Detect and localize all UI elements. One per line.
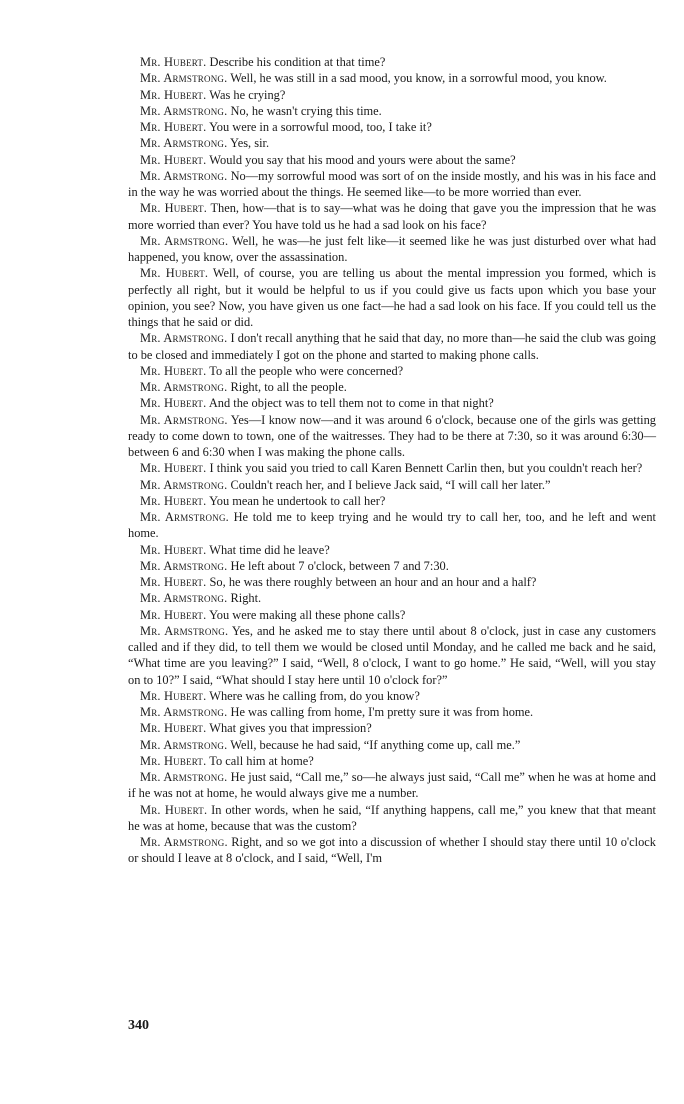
- testimony-text: Right, and so we got into a discussion of whether I should stay there until 10 o'clock or should I leave at 8 o'clock, and I said, “Well, I'm: [128, 835, 656, 866]
- transcript-paragraph: [128, 607, 656, 623]
- transcript-paragraph: [128, 363, 656, 379]
- transcript-paragraph: [128, 152, 656, 168]
- transcript-paragraph: [128, 103, 656, 119]
- transcript-paragraph: [128, 379, 656, 395]
- speaker-name: Mr. Armstrong.: [140, 623, 229, 638]
- speaker-name: Mr. Armstrong.: [140, 737, 228, 752]
- transcript-body: [128, 54, 656, 867]
- transcript-paragraph: [128, 574, 656, 590]
- transcript-paragraph: [128, 119, 656, 135]
- transcript-paragraph: [128, 802, 656, 835]
- transcript-paragraph: [128, 688, 656, 704]
- testimony-text: You were in a sorrowful mood, too, I take it?: [209, 120, 432, 134]
- testimony-text: No, he wasn't crying this time.: [230, 103, 382, 118]
- speaker-name: Mr. Armstrong.: [140, 591, 228, 606]
- transcript-paragraph: [128, 135, 656, 151]
- speaker-name: Mr. Armstrong.: [140, 510, 229, 524]
- testimony-text: Well, because he had said, “If anything come up, call me.”: [230, 737, 521, 752]
- transcript-paragraph: [128, 54, 656, 70]
- speaker-name: Mr. Armstrong.: [140, 770, 228, 784]
- testimony-text: Would you say that his mood and yours were about the same?: [209, 152, 516, 167]
- speaker-name: Mr. Hubert.: [140, 152, 207, 167]
- speaker-name: Mr. Hubert.: [140, 266, 209, 281]
- transcript-paragraph: [128, 477, 656, 493]
- testimony-text: Well, he was still in a sad mood, you know, in a sorrowful mood, you know.: [230, 71, 607, 86]
- speaker-name: Mr. Hubert.: [140, 575, 207, 589]
- testimony-text: And the object was to tell them not to come in that night?: [208, 396, 494, 411]
- speaker-name: Mr. Hubert.: [140, 120, 207, 134]
- testimony-text: No—my sorrowful mood was sort of on the inside mostly, and his was in his face and in the way he was worried about the things. He seemed like—to be more worried than ever.: [128, 168, 656, 199]
- transcript-paragraph: [128, 330, 656, 363]
- speaker-name: Mr. Armstrong.: [140, 412, 228, 427]
- testimony-text: Well, of course, you are telling us about the mental impression you formed, which is perfectly all right, but it would be helpful to us if you could give us facts upon which you base your opinion, you see? Now, you have given us one fact—he had a sad look on his face. If you could tell us the things that he said or did.: [128, 266, 657, 329]
- testimony-text: Yes, and he asked me to stay there until about 8 o'clock, just in case any customers called and if they did, to tell them we would be closed until Monday, and he called me back and he said, “What time are you leaving?” I said, “Well, 8 o'clock, I want to go home.” He said, “Well, will you stay on to 10?” I said, “What should I stay here until 10 o'clock for?”: [128, 623, 657, 687]
- speaker-name: Mr. Armstrong.: [140, 103, 228, 118]
- testimony-text: He just said, “Call me,” so—he always just said, “Call me” when he was at home and if he was not at home, he would always give me a number.: [128, 770, 656, 801]
- speaker-name: Mr. Hubert.: [140, 753, 207, 768]
- speaker-name: Mr. Armstrong.: [140, 331, 228, 346]
- testimony-text: To call him at home?: [209, 753, 314, 768]
- testimony-text: What time did he leave?: [209, 542, 330, 557]
- transcript-paragraph: [128, 704, 656, 720]
- testimony-text: You were making all these phone calls?: [209, 607, 406, 622]
- transcript-paragraph: [128, 87, 656, 103]
- transcript-paragraph: [128, 412, 656, 461]
- testimony-text: He was calling from home, I'm pretty sure it was from home.: [230, 705, 534, 719]
- testimony-text: So, he was there roughly between an hour and an hour and a half?: [209, 575, 537, 589]
- transcript-paragraph: [128, 460, 656, 476]
- speaker-name: Mr. Hubert.: [140, 607, 207, 622]
- transcript-paragraph: [128, 753, 656, 769]
- transcript-paragraph: [128, 200, 656, 233]
- transcript-paragraph: [128, 265, 656, 330]
- testimony-text: Right, to all the people.: [230, 380, 347, 394]
- speaker-name: Mr. Hubert.: [140, 55, 207, 69]
- testimony-text: Right.: [230, 591, 262, 606]
- testimony-text: Yes, sir.: [230, 136, 270, 151]
- speaker-name: Mr. Armstrong.: [140, 71, 228, 86]
- speaker-name: Mr. Armstrong.: [140, 136, 228, 151]
- testimony-text: To all the people who were concerned?: [209, 363, 404, 378]
- speaker-name: Mr. Hubert.: [140, 688, 207, 703]
- testimony-text: Well, he was—he just felt like—it seemed like he was just disturbed over what had happened, you know, over the assassination.: [128, 233, 657, 264]
- transcript-paragraph: [128, 737, 656, 753]
- speaker-name: Mr. Armstrong.: [140, 705, 228, 719]
- speaker-name: Mr. Armstrong.: [140, 233, 229, 248]
- speaker-name: Mr. Hubert.: [140, 493, 207, 508]
- testimony-text: Yes—I know now—and it was around 6 o'clock, because one of the girls was getting ready to come down to town, one of the waitresses. They had to be there at 7:30, so it was around 6:30—between 6 and 6:30 when I was making the phone calls.: [128, 412, 656, 459]
- speaker-name: Mr. Hubert.: [140, 802, 208, 817]
- testimony-text: What gives you that impression?: [209, 721, 372, 736]
- transcript-paragraph: [128, 395, 656, 411]
- speaker-name: Mr. Hubert.: [140, 363, 207, 378]
- speaker-name: Mr. Armstrong.: [140, 477, 228, 492]
- speaker-name: Mr. Armstrong.: [140, 168, 228, 183]
- speaker-name: Mr. Hubert.: [140, 542, 207, 557]
- speaker-name: Mr. Hubert.: [140, 201, 207, 216]
- transcript-paragraph: [128, 834, 656, 867]
- testimony-text: Then, how—that is to say—what was he doing that gave you the impression that he was more worried than ever? You have told us he had a sad look on his face?: [128, 201, 657, 232]
- speaker-name: Mr. Hubert.: [140, 721, 207, 736]
- transcript-paragraph: [128, 623, 656, 688]
- testimony-text: I don't recall anything that he said that day, no more than—he said the club was going to be closed and immediately I got on the phone and started to making phone calls.: [128, 331, 656, 362]
- transcript-paragraph: [128, 509, 656, 542]
- transcript-paragraph: [128, 590, 656, 606]
- speaker-name: Mr. Hubert.: [140, 461, 207, 476]
- transcript-paragraph: [128, 542, 656, 558]
- transcript-paragraph: [128, 70, 656, 86]
- transcript-paragraph: [128, 769, 656, 802]
- transcript-paragraph: [128, 720, 656, 736]
- testimony-text: He told me to keep trying and he would try to call her, too, and he left and went home.: [128, 510, 656, 541]
- transcript-paragraph: [128, 493, 656, 509]
- speaker-name: Mr. Armstrong.: [140, 835, 228, 849]
- transcript-paragraph: [128, 168, 656, 201]
- testimony-text: In other words, when he said, “If anything happens, call me,” you knew that that meant he was at home, because that was the custom?: [128, 802, 656, 833]
- transcript-paragraph: [128, 233, 656, 266]
- speaker-name: Mr. Armstrong.: [140, 380, 228, 394]
- testimony-text: He left about 7 o'clock, between 7 and 7:30.: [230, 558, 449, 573]
- speaker-name: Mr. Hubert.: [140, 87, 207, 102]
- testimony-text: Was he crying?: [209, 87, 286, 102]
- page-number: 340: [128, 1018, 149, 1033]
- transcript-paragraph: [128, 558, 656, 574]
- speaker-name: Mr. Armstrong.: [140, 558, 228, 573]
- speaker-name: Mr. Hubert.: [140, 396, 207, 411]
- testimony-text: I think you said you tried to call Karen Bennett Carlin then, but you couldn't reach her?: [209, 461, 643, 476]
- testimony-text: Describe his condition at that time?: [209, 55, 386, 69]
- testimony-text: Where was he calling from, do you know?: [209, 688, 420, 703]
- testimony-text: You mean he undertook to call her?: [209, 493, 386, 508]
- testimony-text: Couldn't reach her, and I believe Jack said, “I will call her later.”: [230, 477, 551, 492]
